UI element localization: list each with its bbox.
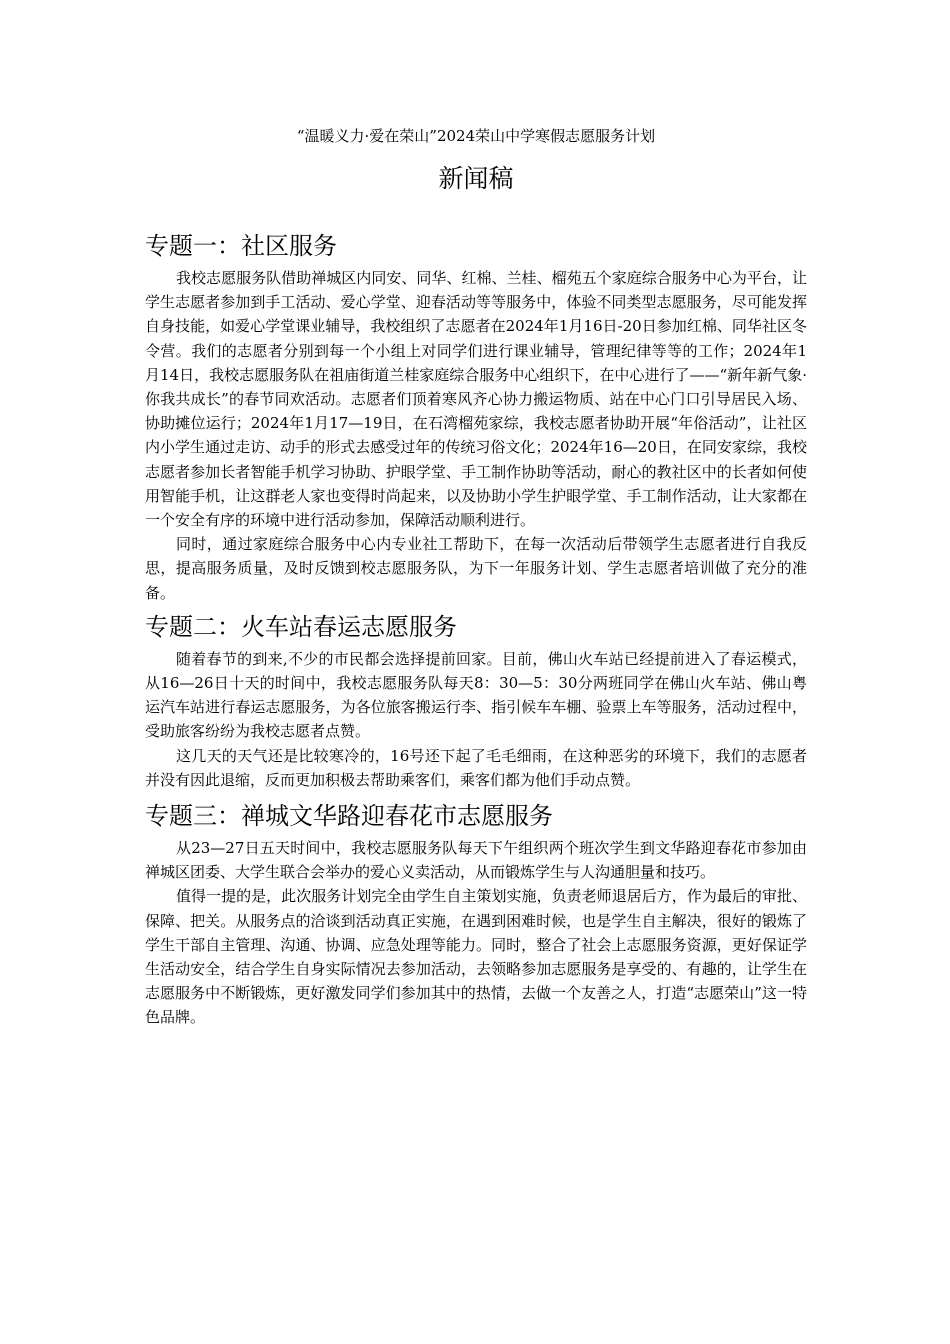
document-content xyxy=(145,124,807,1030)
paragraph: 这几天的天气还是比较寒冷的，16号还下起了毛毛细雨，在这种恶劣的环境下，我们的志愿者并没有因此退缩，反而更加积极去帮助乘客们，乘客们都为他们手动点赞。 xyxy=(145,746,807,789)
section-body-railway-station-service xyxy=(145,647,807,792)
section-heading-flower-market-service: 专题三：禅城文华路迎春花市志愿服务 xyxy=(145,802,553,831)
paragraph: 同时，通过家庭综合服务中心内专业社工帮助下，在每一次活动后带领学生志愿者进行自我反思，提高服务质量，及时反馈到校志愿服务队，为下一年服务计划、学生志愿者培训做了充分的准备。 xyxy=(145,535,807,602)
document-title: 新闻稿 xyxy=(438,164,514,193)
section-heading-railway-station-service: 专题二：火车站春运志愿服务 xyxy=(145,612,457,641)
paragraph: 值得一提的是，此次服务计划完全由学生自主策划实施，负责老师退居后方，作为最后的审批、保障、把关。从服务点的洽谈到活动真正实施，在遇到困难时候，也是学生自主解决，很好的锻炼了学生干部自主管理、沟通、协调、应急处理等能力。同时，整合了社会上志愿服务资源，更好保证学生活动安全，结合学生自身实际情况去参加活动，去领略参加志愿服务是享受的、有趣的，让学生在志愿服务中不断锻炼，更好激发同学们参加其中的热情，去做一个友善之人，打造“志愿荣山”这一特色品牌。 xyxy=(145,887,807,1027)
paragraph: 我校志愿服务队借助禅城区内同安、同华、红棉、兰桂、榴苑五个家庭综合服务中心为平台，让学生志愿者参加到手工活动、爱心学堂、迎春活动等等服务中，体验不同类型志愿服务，尽可能发挥自身技能，如爱心学堂课业辅导，我校组织了志愿者在2024年1月16日-20日参加红棉、同华社区冬令营。我们的志愿者分别到每一个小组上对同学们进行课业辅导，管理纪律等等的工作；2024年1月14日，我校志愿服务队在祖庙街道兰桂家庭综合服务中心组织下，在中心进行了——“新年新气象·你我共成长”的春节同欢活动。志愿者们顶着寒风齐心协力搬运物质、站在中心门口引导居民入场、协助摊位运行；2024年1月17—19日，在石湾榴苑家综，我校志愿者协助开展“年俗活动”，让社区内小学生通过走访、动手的形式去感受过年的传统习俗文化；2024年16—20日，在同安家综，我校志愿者参加长者智能手机学习协助、护眼学堂、手工制作协助等活动，耐心的教社区中的长者如何使用智能手机，让这群老人家也变得时尚起来，以及协助小学生护眼学堂、手工制作活动，让大家都在一个安全有序的环境中进行活动参加，保障活动顺利进行。 xyxy=(145,269,807,530)
section-body-flower-market-service xyxy=(145,836,807,1030)
paragraph: 随着春节的到来,不少的市民都会选择提前回家。目前，佛山火车站已经提前进入了春运模式，从16—26日十天的时间中，我校志愿服务队每天8：30—5：30分两班同学在佛山火车站、佛山粤运汽车站进行春运志愿服务，为各位旅客搬运行李、指引候车车棚、验票上车等服务，活动过程中，受助旅客纷纷为我校志愿者点赞。 xyxy=(145,649,807,741)
section-heading-community-service: 专题一：社区服务 xyxy=(145,232,337,260)
section-body-community-service xyxy=(145,266,807,605)
document-subtitle: “温暖义力·爱在荣山”2024荣山中学寒假志愿服务计划 xyxy=(296,127,656,145)
paragraph: 从23—27日五天时间中，我校志愿服务队每天下午组织两个班次学生到文华路迎春花市参加由禅城区团委、大学生联合会举办的爱心义卖活动，从而锻炼学生与人沟通胆量和技巧。 xyxy=(145,839,807,882)
